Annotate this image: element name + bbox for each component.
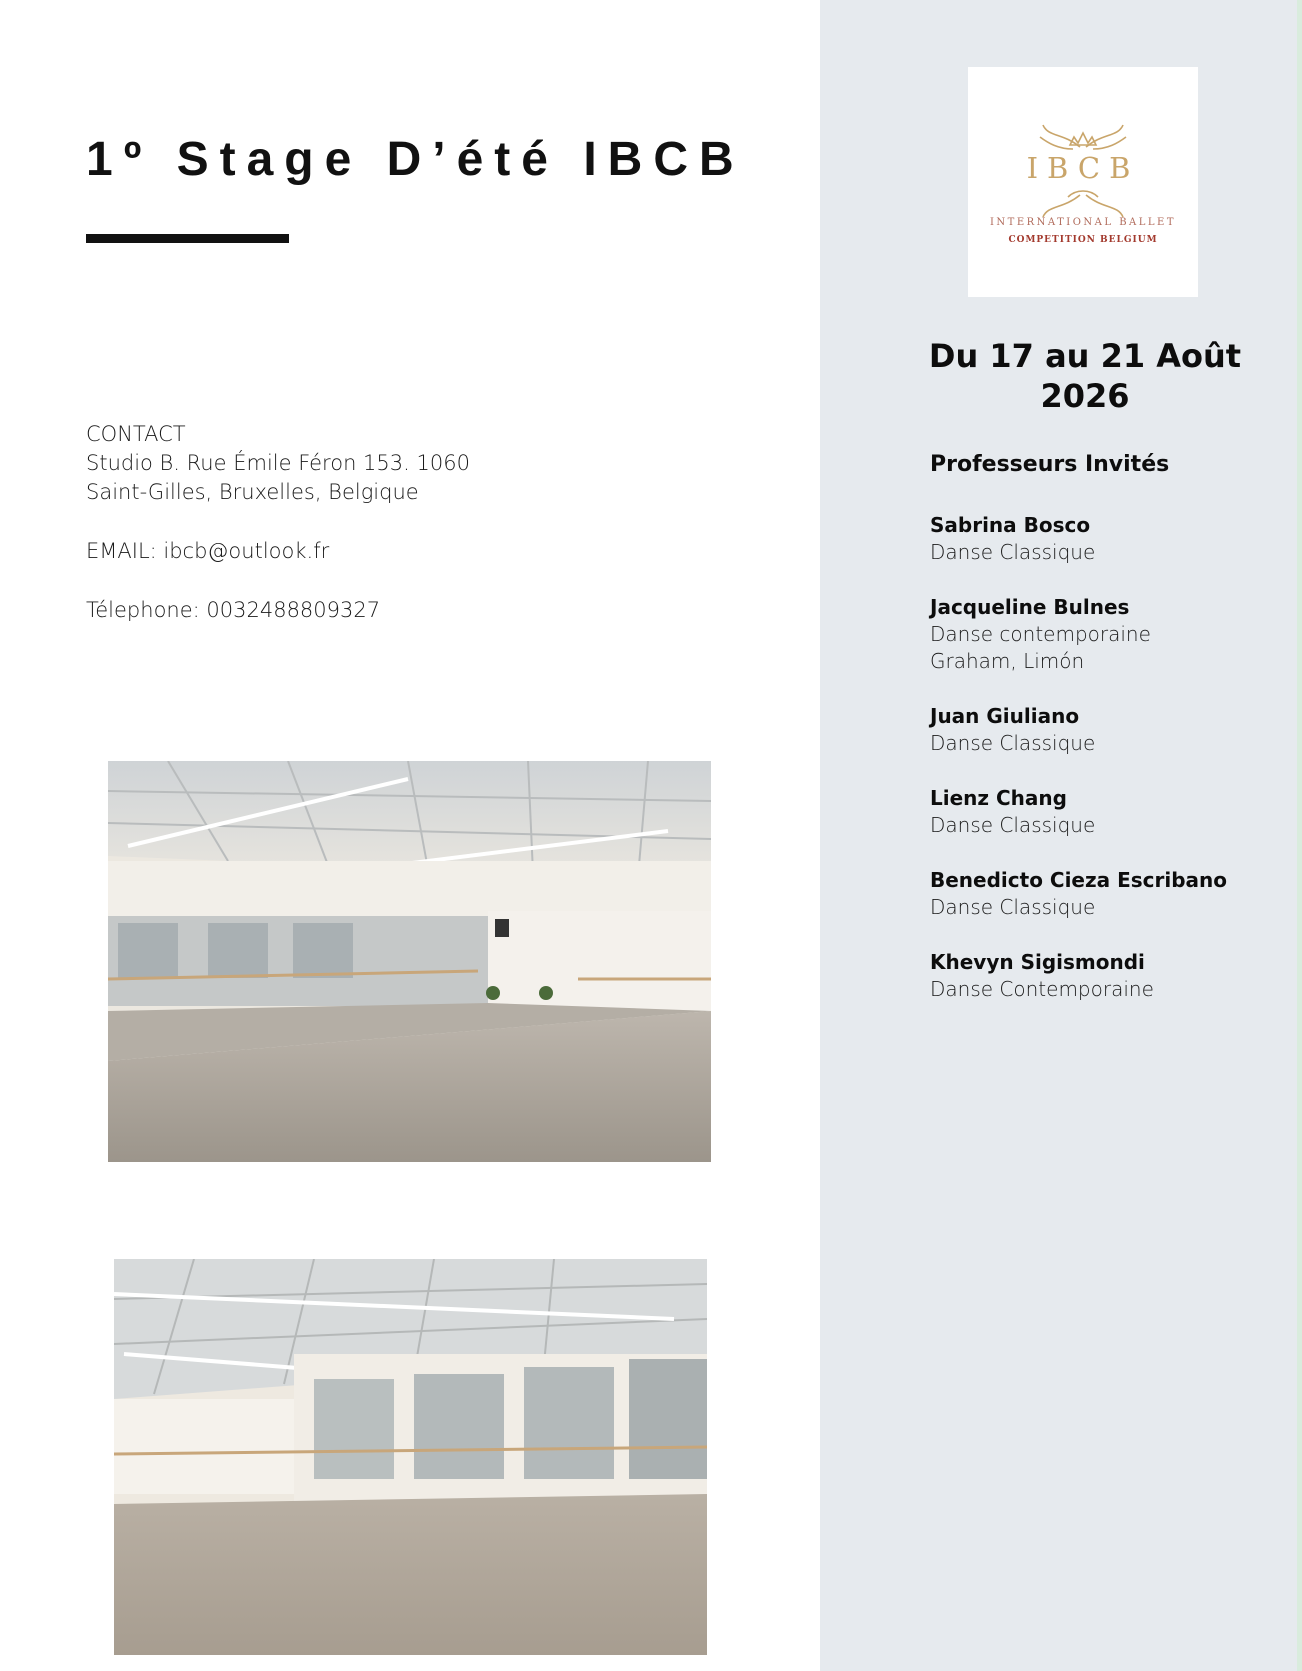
contact-email: EMAIL: ibcb@outlook.fr	[86, 539, 330, 563]
logo-letters: IBCB	[1026, 151, 1140, 185]
professors-list	[930, 512, 1290, 1003]
professor-name: Khevyn Sigismondi	[930, 950, 1145, 974]
professor-discipline: Danse Classique	[930, 540, 1096, 564]
contact-block	[86, 420, 646, 625]
professor-discipline: Danse Classique	[930, 895, 1096, 919]
professor-discipline: Graham, Limón	[930, 649, 1085, 673]
title-underline	[86, 234, 289, 243]
professor-name: Benedicto Cieza Escribano	[930, 868, 1228, 892]
event-dates	[920, 336, 1250, 416]
list-item	[930, 785, 1290, 839]
page-title: 1º Stage D’été IBCB	[86, 133, 745, 186]
list-item	[930, 703, 1290, 757]
studio-photo-1	[108, 761, 711, 1162]
professor-discipline: Danse Classique	[930, 731, 1096, 755]
professor-name: Jacqueline Bulnes	[930, 595, 1130, 619]
contact-address-line2: Saint-Gilles, Bruxelles, Belgique	[86, 480, 419, 504]
logo-tagline: INTERNATIONAL BALLET	[989, 217, 1177, 228]
list-item	[930, 867, 1290, 921]
list-item	[930, 949, 1290, 1003]
professor-name: Sabrina Bosco	[930, 513, 1091, 537]
professor-name: Juan Giuliano	[930, 704, 1080, 728]
professor-discipline: Danse Contemporaine	[930, 977, 1154, 1001]
event-dates-line1: Du 17 au 21 Août	[928, 337, 1242, 375]
contact-address-line1: Studio B. Rue Émile Féron 153. 1060	[86, 451, 470, 475]
list-item	[930, 512, 1290, 566]
professor-discipline: Danse contemporaine	[930, 622, 1151, 646]
event-dates-line2: 2026	[1040, 377, 1130, 415]
ibcb-logo	[968, 67, 1198, 297]
list-item	[930, 594, 1290, 675]
logo-subtagline: COMPETITION BELGIUM	[1008, 235, 1158, 245]
professors-heading: Professeurs Invités	[930, 452, 1170, 477]
contact-phone: Télephone: 0032488809327	[86, 598, 381, 622]
studio-photo-2	[114, 1259, 707, 1655]
professor-discipline: Danse Classique	[930, 813, 1096, 837]
sidebar-edge	[1297, 0, 1302, 1671]
contact-heading: CONTACT	[86, 422, 186, 446]
professor-name: Lienz Chang	[930, 786, 1067, 810]
